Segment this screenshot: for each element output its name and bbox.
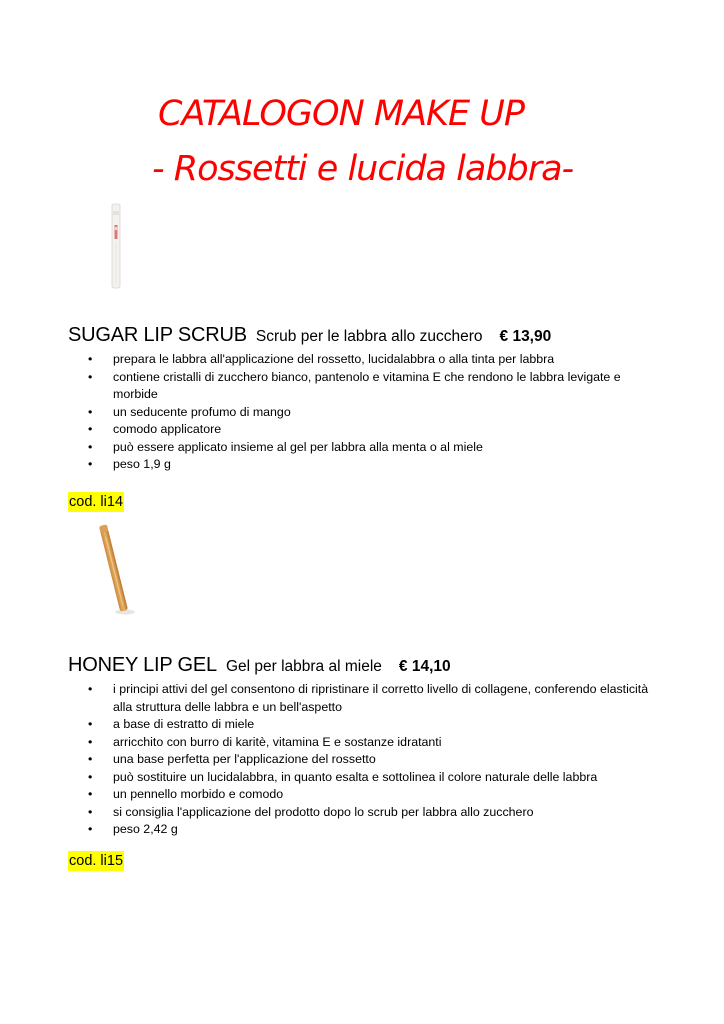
product-price: € 14,10 <box>398 658 451 675</box>
catalog-title: CATALOGON MAKE UP <box>158 94 524 134</box>
product-sugar-lip-scrub <box>68 322 668 474</box>
list-item: • una base perfetta per l'applicazione del rossetto <box>68 751 668 769</box>
list-item: • prepara le labbra all'applicazione del rossetto, lucidalabbra o alla tinta per labbra <box>68 351 668 369</box>
product-header <box>68 652 668 678</box>
list-item: • i principi attivi del gel consentono di ripristinare il corretto livello di collagene, conferendo elasticità alla struttura delle labbra e un bell'aspetto <box>68 681 668 716</box>
product-code: cod. li15 <box>69 853 124 869</box>
sugar-lip-scrub-image <box>108 203 124 289</box>
product-description: Gel per labbra al miele <box>225 658 382 675</box>
product-honey-lip-gel <box>68 652 668 839</box>
list-item: • un seducente profumo di mango <box>68 404 668 422</box>
list-item: • si consiglia l'applicazione del prodotto dopo lo scrub per labbra allo zucchero <box>68 804 668 822</box>
product-name: HONEY LIP GEL <box>68 654 217 676</box>
list-item: • peso 1,9 g <box>68 456 668 474</box>
feature-list <box>68 681 668 839</box>
list-item: • può sostituire un lucidalabbra, in quanto esalta e sottolinea il colore naturale delle labbra <box>68 769 668 787</box>
product-price: € 13,90 <box>499 328 552 345</box>
list-item: • comodo applicatore <box>68 421 668 439</box>
product-header <box>68 322 668 348</box>
list-item: • peso 2,42 g <box>68 821 668 839</box>
list-item: • può essere applicato insieme al gel per labbra alla menta o al miele <box>68 439 668 457</box>
product-name: SUGAR LIP SCRUB <box>68 324 247 346</box>
catalog-subtitle: - Rossetti e lucida labbra- <box>152 149 574 189</box>
product-code: cod. li14 <box>69 494 124 510</box>
list-item: • contiene cristalli di zucchero bianco, pantenolo e vitamina E che rendono le labbra levigate e morbide <box>68 369 668 404</box>
list-item: • un pennello morbido e comodo <box>68 786 668 804</box>
product-description: Scrub per le labbra allo zucchero <box>255 328 483 345</box>
list-item: • arricchito con burro di karitè, vitamina E e sostanze idratanti <box>68 734 668 752</box>
honey-lip-gel-image <box>94 522 136 618</box>
list-item: • a base di estratto di miele <box>68 716 668 734</box>
feature-list <box>68 351 668 474</box>
